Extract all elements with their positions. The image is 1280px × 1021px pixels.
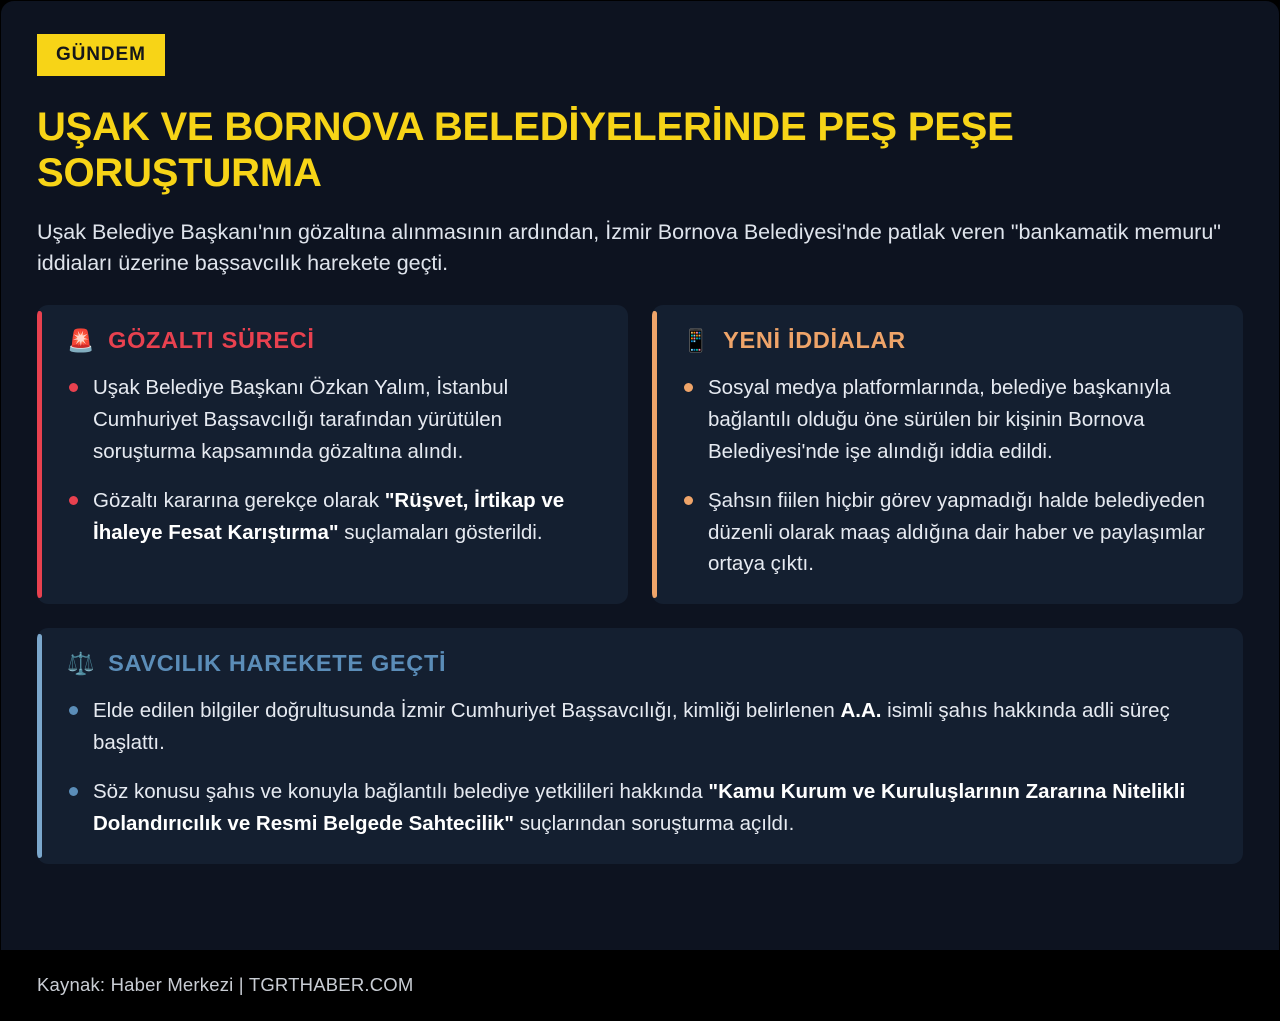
footer-bar (1, 950, 1279, 1020)
category-badge: GÜNDEM (37, 34, 165, 76)
bullet-text: Elde edilen bilgiler doğrultusunda İzmir Cumhuriyet Başsavcılığı, kimliği belirlenen (93, 698, 841, 722)
card-header (67, 329, 602, 353)
bullet-text: Uşak Belediye Başkanı Özkan Yalım, İstanbul Cumhuriyet Başsavcılığı tarafından yürütülen soruşturma kapsamında gözaltına alındı. (93, 375, 509, 463)
bullet-text: Sosyal medya platformlarında, belediye başkanıyla bağlantılı olduğu öne sürülen bir kişinin Bornova Belediyesi'nde işe alındığı iddia edildi. (708, 375, 1171, 463)
balance-scale-emoji: ⚖️ (67, 651, 96, 677)
list-item (67, 372, 602, 468)
emphasis-text: "Rüşvet, İrtikap ve İhaleye Fesat Karıştırma" (93, 488, 565, 544)
bullet-list (67, 695, 1217, 840)
card-title: YENİ İDDİALAR (723, 327, 906, 354)
list-item (682, 372, 1217, 468)
bullet-text: Şahsın fiilen hiçbir görev yapmadığı halde belediyeden düzenli olarak maaş aldığına dair haber ve paylaşımlar ortaya çıktı. (708, 488, 1205, 576)
list-item (67, 776, 1217, 840)
list-item (682, 485, 1217, 581)
police-car-light-emoji: 🚨 (67, 327, 96, 353)
card-header (67, 652, 1217, 676)
card-yeni-iddialar (652, 305, 1243, 604)
list-item (67, 485, 602, 549)
page-title: UŞAK VE BORNOVA BELEDİYELERİNDE PEŞ PEŞE SORUŞTURMA (37, 105, 1014, 196)
source-attribution: Kaynak: Haber Merkezi | TGRTHABER.COM (37, 974, 414, 995)
standfirst-summary: Uşak Belediye Başkanı'nın gözaltına alınmasının ardından, İzmir Bornova Belediyesi'nde patlak veren "bankamatik memuru" iddiaları üzerine başsavcılık harekete geçti. (37, 219, 1221, 275)
emphasis-text: "Kamu Kurum ve Kuruluşlarının Zararına Nitelikli Dolandırıcılık ve Resmi Belgede Sahtecilik" (93, 779, 1186, 835)
bullet-text: suçlarından soruşturma açıldı. (514, 811, 795, 835)
bullet-text: suçlamaları gösterildi. (338, 520, 543, 544)
bullet-text: isimli şahıs hakkında adli süreç başlattı. (93, 698, 1170, 754)
card-gozalti-sureci (37, 305, 628, 604)
accent-bar (652, 311, 657, 598)
accent-bar (37, 634, 42, 857)
card-header (682, 329, 1217, 353)
bullet-list (67, 372, 602, 549)
card-title: GÖZALTI SÜRECİ (108, 327, 315, 354)
list-item (67, 695, 1217, 759)
card-savcilik-harekete-gecti (37, 628, 1243, 863)
bullet-text: Söz konusu şahıs ve konuyla bağlantılı belediye yetkilileri hakkında (93, 779, 709, 803)
wide-card-slot (37, 628, 1243, 863)
card-title: SAVCILIK HAREKETE GEÇTİ (108, 650, 447, 677)
card-row (37, 305, 1243, 604)
bullet-text: Gözaltı kararına gerekçe olarak (93, 488, 385, 512)
bullet-list (682, 372, 1217, 581)
content-area (1, 1, 1279, 950)
accent-bar (37, 311, 42, 598)
emphasis-text: A.A. (840, 698, 882, 722)
mobile-phone-emoji: 📱 (682, 327, 711, 353)
